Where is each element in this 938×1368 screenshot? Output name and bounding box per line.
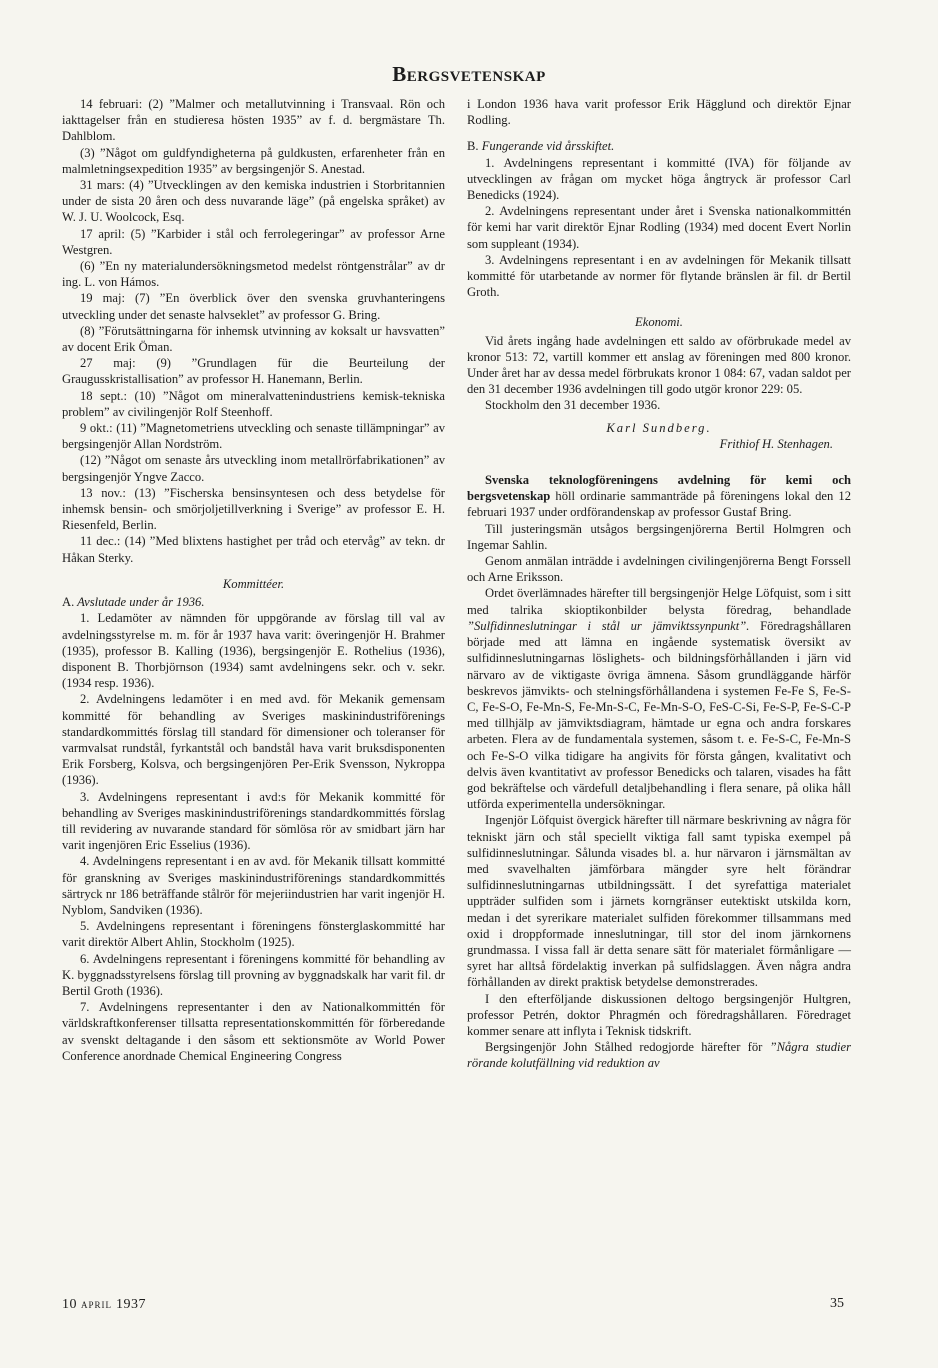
- committee-item: 1. Avdelningens representant i kommitté (IVA) för följande av utvecklingen av frågan om mycket höga ångtryck är professor Carl Benedicks (1924).: [467, 155, 851, 203]
- meeting-paragraph: [467, 1039, 851, 1071]
- committee-item: 2. Avdelningens representant under året i Svenska nationalkommittén för kemi har varit direktör Ejnar Rodling (1934) med docent Evert Norlin som suppleant (1934).: [467, 204, 851, 251]
- lecture-entry: 27 maj: (9) ”Grundlagen für die Beurteilung der Graugusskristallisation” av professor H. Hanemann, Berlin.: [62, 356, 445, 387]
- lecture-entry: 18 sept.: (10) ”Något om mineralvattenindustriens kemisk-tekniska problem” av civilingenjör Rolf Steenhoff.: [62, 388, 445, 419]
- committee-item: 7. Avdelningens representanter i den av Nationalkommittén för världskraftkonferenser tillsatta representationskommittén för förberedande av svenskt deltagande i den såsom ett sektionsmöte av World Power Conference anordnade Chemical Engineering Congress: [62, 1000, 445, 1063]
- committee-item: 4. Avdelningens representant i en av avd. för Mekanik tillsatt kommitté för granskning av Sveriges maskinindustriförenings standardkommittés särtryck nr 186 beträffande stålrör för mejeriindustrien har varit ingenjör H. Nyblom, Sandviken (1936).: [62, 854, 445, 917]
- meeting-paragraph: [467, 585, 851, 812]
- lecture-entry: (12) ”Något om senaste års utveckling inom metallrörfabrikationen” av bergsingenjör Yngve Zacco.: [62, 453, 445, 484]
- economy-heading: Ekonomi.: [635, 315, 683, 330]
- meeting-paragraph: Till justeringsmän utsågos bergsingenjörerna Bertil Holmgren och Ingemar Sahlin.: [467, 521, 851, 552]
- lecture-entry: 13 nov.: (13) ”Fischerska bensinsyntesen och dess betydelse för inhemsk bensin- och smörjoljetillverkning i Sverige” av professor E. H. Riesenfeld, Berlin.: [62, 485, 445, 533]
- continued-paragraph: i London 1936 hava varit professor Erik Hägglund och direktör Ejnar Rodling.: [467, 97, 851, 128]
- meeting-text: Bergsingenjör John Stålhed redogjorde härefter för: [485, 1040, 770, 1055]
- meeting-paragraph: Genom anmälan inträdde i avdelningen civilingenjörerna Bengt Forssell och Arne Eriksson.: [467, 554, 851, 585]
- committee-item: 1. Ledamöter av nämnden för uppgörande av förslag till val av avdelningsstyrelse m. m. för år 1937 hava varit: överingenjör H. Brahmer (1935), professor B. Kalling (1936), bergsingenjör E. Rothelius (1936), disponent B. Thorbjörnson (1934) samt avdelningens sekr. och v. sekr. (1934 resp. 1936).: [62, 611, 445, 691]
- lecture-entry: (8) ”Förutsättningarna för inhemsk utvinning av koksalt ur havsvatten” av docent Erik Öman.: [62, 323, 445, 355]
- footer-month: april: [81, 1296, 113, 1311]
- meeting-text: Ordet överlämnades härefter till bergsingenjör Helge Löfquist, som i sitt med talrika skioptikonbilder belysta föredrag, behandlade: [467, 586, 851, 617]
- lecture-entry: 14 februari: (2) ”Malmer och metallutvinning i Transvaal. Rön och iakttagelser från en studieresa hösten 1935” av f. d. bergmästare Th. Dahlblom.: [62, 97, 445, 144]
- lecture-title: ”Sulfidinneslutningar i stål ur jämviktssynpunkt”.: [467, 618, 750, 633]
- committee-item: 6. Avdelningens representant i föreningens kommitté för behandling av K. byggnadsstyrelsens förslag till provning av byggnadskalk har varit fil. dr Bertil Groth (1936).: [62, 951, 445, 998]
- committee-item: 2. Avdelningens ledamöter i en med avd. för Mekanik gemensam kommitté för behandling av Sveriges maskinindustriförenings standardkommittés förslag till standard för dimensioner och toleranser för varmvalsat rundstål, fyrkantstål och bandstål hava varit bruksdisponenten Erik Forsberg, Kolsva, och bergsingenjören Per-Erik Svensson, Nykroppa (1936).: [62, 692, 445, 788]
- meeting-text: höll ordinarie sammanträde på föreningens lokal den 12 februari 1937 under ordförandenskap av professor Gustaf Bring.: [467, 489, 851, 520]
- footer-year: 1937: [116, 1297, 147, 1312]
- lecture-title: ”Några studier rörande kolutfällning vid reduktion av: [467, 1040, 852, 1071]
- subsection-a-title: Avslutade under år 1936.: [77, 595, 205, 610]
- economy-paragraph: Vid årets ingång hade avdelningen ett saldo av oförbrukade medel av kronor 513: 72, vartill kommer ett anslag av föreningen med 800 kronor. Under året har av dessa medel förbrukats kronor 1 084: 67, vadan saldot per den 31 december 1936 avdelningen till godo utgör kronor 229: 05.: [467, 333, 851, 397]
- footer-date: [62, 1296, 146, 1313]
- meeting-paragraph: Ingenjör Löfquist övergick härefter till närmare beskrivning av några för tekniskt järn och stål speciellt viktiga fall samt typiska exempel på sulfidinneslutningar. Sålunda visades bl. a. hur närvaron i järnsmältan av med svavelhalten jämförbara mängder syre helt förändrar sulfidinneslutningarnas utbildningssätt. I det syrefattiga materialet uppträder sulfiden som i järnets korngränser eutektiskt utskilda korn, medan i det syrerikare materialet sulfiden förekommer tillsammans med oxid i droppformade inneslutningar, till stor del inom järnkornens grundmassa. I vissa fall är detta senare sätt för materialet förmånligare — syret har alltså fördelaktig inverkan på sulfidslaggen. Även några andra förhållanden av direkt praktisk betydelse demonstrerades.: [467, 813, 851, 990]
- subsection-a-heading: [62, 594, 445, 610]
- committee-item: 5. Avdelningens representant i föreningens fönsterglaskommitté har varit direktör Albert Ahlin, Stockholm (1925).: [62, 919, 445, 950]
- right-column: [467, 96, 851, 1072]
- meeting-text: Föredragshållaren började med att lämna en ingående systematisk översikt av sulfidinneslutningarnas löslighets- och bildningsförhållanden i järn vid närvaro av de viktigaste övriga ämnena. Såsom grundläggande härför beskrevos jämvikts- och stelningsförhållandena i systemen Fe-Fe S, Fe-S-C, Fe-S-O, Fe-Mn-S, Fe-Mn-S-C, Fe-Mn-S-O, FeS-C-Si, Fe-S-P, Fe-S-C-P med tillhjälp av jämviktsdiagram, hämtade ur egna och andra forskares arbeten. Flera av de fundamentala systemen, såsom t. e. Fe-S-C, Fe-Mn-S och Fe-S-O vilka tidigare ha angivits för första gången, kvalitativt och delvis även kvantitativt av professor Benedicks och talaren, visades ha fått god bekräftelse och värdefull detaljbehandling i flera senare, på olika håll utförda experimentella undersökningar.: [467, 618, 851, 812]
- dateline: Stockholm den 31 december 1936.: [485, 398, 661, 413]
- society-name: Svenska teknologföreningens avdelning för kemi och bergsvetenskap: [467, 473, 851, 504]
- lecture-entry: (3) ”Något om guldfyndigheterna på guldkusten, erfarenheter från en malmletningsexpedition 1935” av bergsingenjör S. Anestad.: [62, 145, 445, 176]
- lecture-entry: 19 maj: (7) ”En överblick över den svenska gruvhanteringens utveckling under det senaste halvseklet” av professor G. Bring.: [62, 291, 445, 322]
- lecture-entry: 31 mars: (4) ”Utvecklingen av den kemiska industrien i Storbritannien under de sista 20 åren och dess nuvarande läge” (på engelska språket) av W. J. U. Woolcock, Esq.: [62, 178, 445, 225]
- lecture-entry: (6) ”En ny materialundersökningsmetod medelst röntgenstrålar” av dr ing. L. von Hámos.: [62, 259, 445, 290]
- page-header: Bergsvetenskap: [392, 62, 546, 86]
- meeting-paragraph: I den efterföljande diskussionen deltogo bergsingenjör Hultgren, professor Petrén, doktor Phragmén och föredragshållaren. Föredraget kommer senare att inflyta i Teknisk tidskrift.: [467, 991, 851, 1038]
- subsection-b-heading: [467, 138, 851, 154]
- committee-item: 3. Avdelningens representant i avd:s för Mekanik kommitté för behandling av Sveriges maskinindustriförenings standardkommittés förslag till revidering av nuvarande standard för sömlösa rör av smidbart järn har varit ingenjören Eric Esselius (1936).: [62, 789, 445, 853]
- lecture-entry: 17 april: (5) ”Karbider i stål och ferrolegeringar” av professor Arne Westgren.: [62, 226, 445, 257]
- page-number: 35: [830, 1296, 844, 1311]
- subsection-b-title: Fungerande vid årsskiftet.: [481, 139, 615, 154]
- meeting-paragraph: [467, 472, 851, 521]
- left-column: [62, 96, 445, 1064]
- subsection-b-label: B.: [467, 139, 479, 154]
- lecture-entry: 9 okt.: (11) ”Magnetometriens utveckling och senaste tillämpningar” av bergsingenjör Allan Nordström.: [62, 421, 445, 452]
- subsection-a-label: A.: [62, 595, 75, 610]
- signature-2: Frithiof H. Stenhagen.: [719, 436, 833, 451]
- committees-heading: Kommittéer.: [222, 576, 285, 591]
- lecture-entry: 11 dec.: (14) ”Med blixtens hastighet per tråd och etervåg” av tekn. dr Håkan Sterky.: [62, 534, 445, 565]
- committee-item: 3. Avdelningens representant i en av avdelningen för Mekanik tillsatt kommitté för utarbetande av normer för flytande bränslen är fil. dr Bertil Groth.: [467, 252, 851, 300]
- signature-1: Karl Sundberg.: [606, 420, 712, 435]
- footer-day: 10: [62, 1297, 77, 1312]
